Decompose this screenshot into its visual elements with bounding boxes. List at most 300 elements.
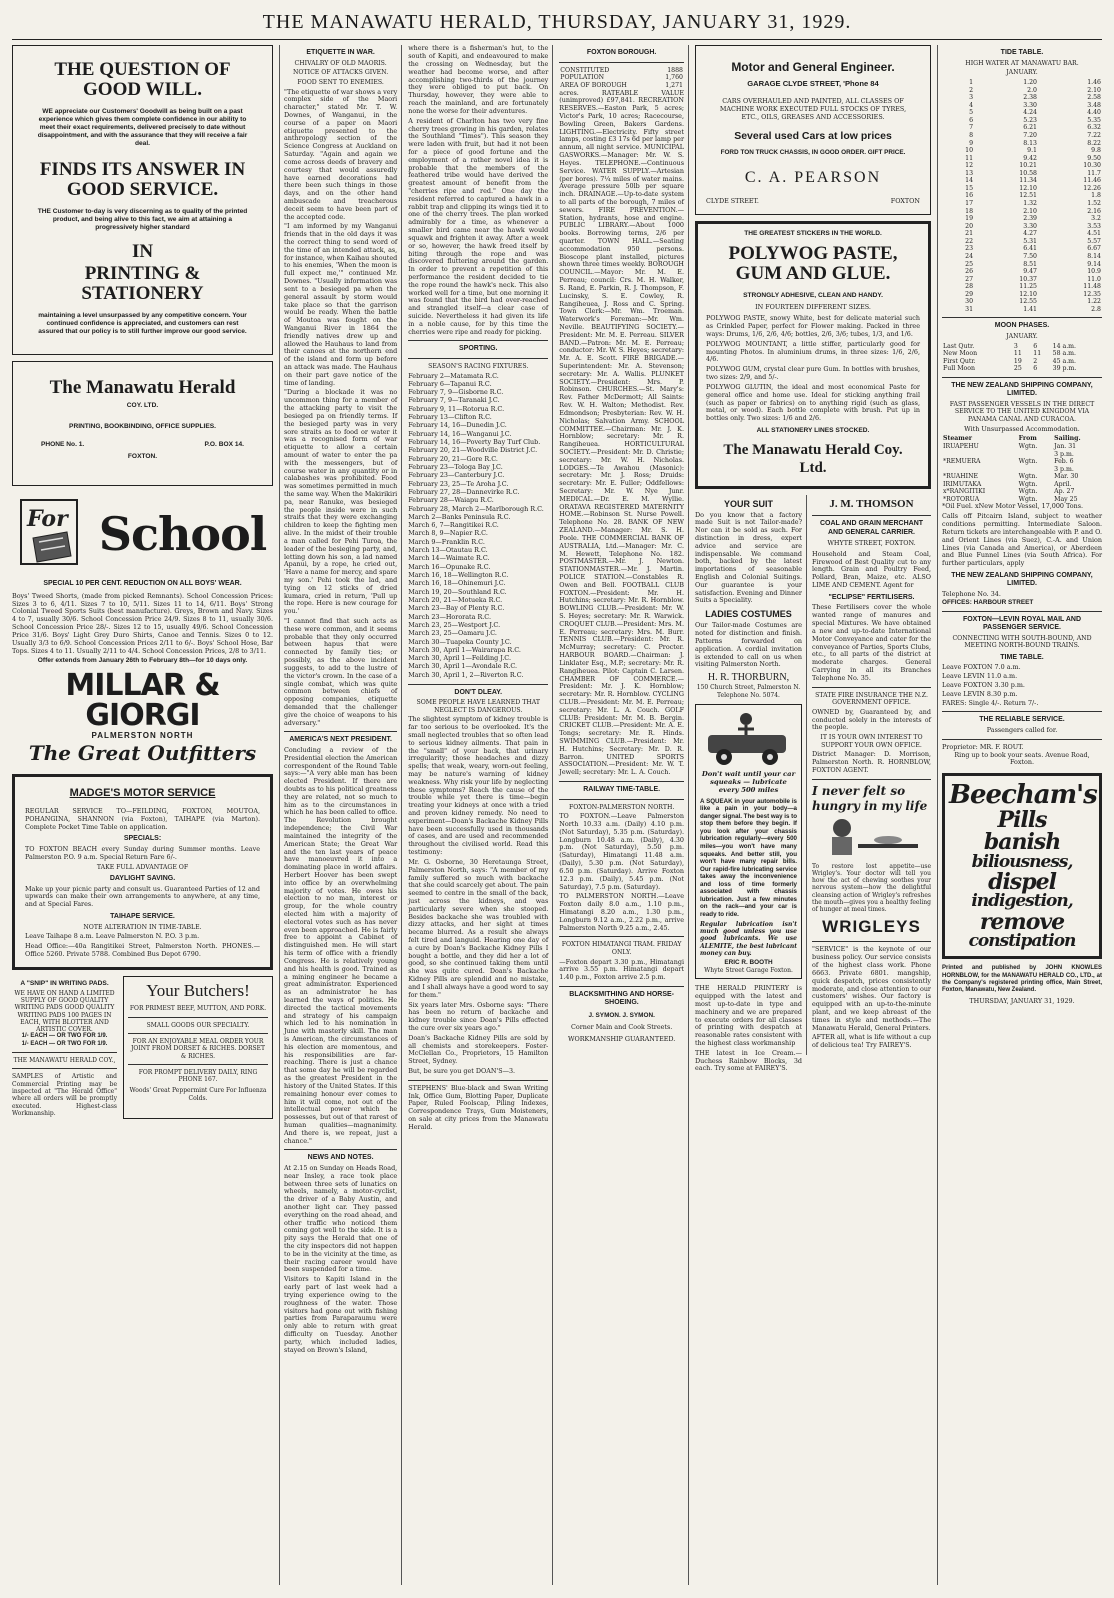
tide-pm: 1.52 (1087, 200, 1101, 208)
reliable-title: THE RELIABLE SERVICE. (979, 716, 1065, 724)
ship-from (1018, 451, 1054, 459)
tide-pm: 2.58 (1087, 94, 1101, 102)
moon-row (942, 343, 1102, 351)
tide-day: 2 (969, 86, 974, 94)
motor-title: Motor and General Engineer. (731, 60, 895, 75)
ship-header-cell: Steamer (943, 435, 973, 443)
moon-table (942, 343, 1102, 373)
tide-am: 8.13 (1023, 139, 1037, 147)
polywog-p1: POLYWOG PASTE, snowy White, best for delicate material such as Crinkled Paper, perfect for Flower making. Packed in three ways: Drums, 1/6, 2/6, 4/6; bottles, 2/6, 3/6; tubes, 1/3, and 1/6. (706, 314, 920, 339)
herald-box: P.O. BOX 14. (204, 440, 244, 448)
fixture-item: February 14, 16—Dunedin J.C. (408, 421, 507, 430)
fixture-item: March 20, 21—Motueka R.C. (408, 595, 503, 604)
tide-pm: 11.46 (1083, 177, 1101, 185)
borough-text: acres. RATEABLE VALUE (unimproved) £97,841. RECREATION RESERVES.—Easton Park, 5 acres; Victor's Park, 10 acres; Racecourse, Bowling Green, Bakers Gardens. LIGHTING.—Electricity. Fifty street lamps, costing £3 17s 6d per lamp per annum, all night service. MUNICIPAL GASWORKS.—Manager: Mr. W. S. Heyes. TELEPHONE.—Continuous Service. WATER SUPPLY.—Artesian (per bores). 7¼ miles of water mains. Average pressure 50lb per square inch. DRAINAGE.—Up-to-date system to all parts of the borough, 7 miles of sewers. FIRE PREVENTION.—Station, hydrants, hose and engine. PUBLIC LIBRARY.—About 1000 books. Borrowing terms, 2/6 per quarter. TOWN HALL.—Seating accommodation 950 persons. Bioscope plant installed, pictures shown three times weekly. BOROUGH COUNCIL.—Mayor: Mr. M. E. Perreau; council: Crs. M. H. Walker, S. Rand, E. Parkin, R. J. Thompson, F. Lucinsky, S. E. Cowley, R. Rangiheuea, J. Ross and C. Spring. Town Clerk:—Mr. Wm. Troeman. Waterwork's Foreman:—Mr. Wm. Neville. BEAUTIFYING SOCIETY.—President: Mr. M. E. Perreau. SILVER BAND.—Patron: Mr. M. E. Perreau; conductor: Mr. W. S. Heyes; secretary: Mr. A. E. Scott. FIRE BRIGADE.—Superintendent: Mr. A. Stevenson; secretary: Mr. A. Wallis. PLUNKET SOCIETY.—President: Mrs. P. Robinson. CHURCHES.—St. Mary's: Rev. Father McDermott; All Saints: Rev. W. H. Walton; Methodist. Rev. Edmondson; Presbyterian: Rev. W. H. Nicholas; Salvation Army. SCHOOL COMMITTEE.—Chairman: Mr. J. K. Hornblow; secretary: Mr. R. Rangiheuea. HORTICULTURAL SOCIETY.—President: Mr. D. Christie; secretary: Mr. W. H. Nicholas. LODGES.—Te Awahou (Masonic): secretary: Mr. J. Ross; Druids: secretary: Mr. E. Fuller; Oddfellows: Secretary: Mr. W. Nye Junr. MEDICAL.—Dr. E. M. Wyllie. ORATAVA REGISTERED MATERNITY HOME.—Robinson St. Nurse Powell. Telephone No. 28. BANK OF NEW ZEALAND.—Manager: Mr. S. H. Poole. THE COMMERCIAL BANK OF AUSTRALIA, Ltd.—Manager: Mr. C. M. Hewett, Telephone No. 182. POSTMASTER.—Mr. J. Newton. STATIONMASTER.—Mr. J. Martin. POLICE STATION.—Constables R. Owen and Bell. FOOTBALL CLUB FOXTON.—President: Mr. H. Hutchins; secretary: Mr. R. Hornblow. BOWLING CLUB.—President: Mr. W. S. Heyes; secretary: Mr. R. Warwick. CROQUET CLUB.—President: Mrs. M. E. Perreau; secretary: Mrs. M. Burr. TENNIS CLUB.—President: Mr. R. McMurray; secretary: C. Procter. HARBOUR BOARD.—Chairman: J. Linklater Esq., M.P.; secretary: Mr. R. Rangiheuea. Pilot: Captain C. Larsen. CHAMBER OF COMMERCE.—President: Mr. J. K. Hornblow; secretary: Mr. R. Hornblow. CYCLING CLUB.—President: Mr. M. E. Perreau; secretary: Mr. L. A. Couch. GOLF CLUB: President: Mr. M. B. Bergin. CRICKET CLUB.—President: Mr. A. E. Tongs; secretary: Mr. R. Hinds. SWIMMING CLUB.—President: Mr. H. Hutchins; Secretary: Mr. D. R. Barron. UNITED SPORTS ASSOCIATION.—President: Mr. W. T. Jewell; secretary: Mr. L. A. Couch. (559, 88, 684, 777)
school-offer: Offer extends from January 26th to February 8th—for 10 days only. (37, 657, 248, 665)
delay-title: DON'T DLEAY. (454, 688, 503, 696)
herald-card (12, 361, 273, 486)
levin-sub: CONNECTING WITH SOUTH-BOUND, AND MEETING NORTH-BOUND TRAINS. (952, 634, 1092, 650)
fixture-item: February 28—Waiapu R.C. (408, 496, 494, 505)
thomson-eclipse: "ECLIPSE" FERTILISERS. (828, 593, 915, 601)
delay-p2: Mr. G. Osborne, 30 Heretaunga Street, Palmerston North, says: "A member of my family suffered so much with backache that she could scarcely get about. The pain seemed to centre in the small of the back, just across the kidneys, and was particularly severe when she stooped. Besides backache she was troubled with dizzy attacks, and her sight at times became blurred. As a result she always felt tired and languid. Hearing one day of a cure by Doan's Backache Kidney Pills I bought a bottle, and they did her a lot of good, so she continued taking them until she was quite cured. Doan's Backache Kidney Pills are splendid and no mistake, and I shall always have a good word to say for them." (408, 857, 549, 999)
ship-name (942, 466, 1018, 474)
moon-title: MOON PHASES. (994, 322, 1050, 330)
thomson-trade: COAL AND GRAIN MERCHANT AND GENERAL CARRIER. (819, 519, 924, 536)
tide-day: 12 (965, 162, 974, 170)
ship-row (942, 451, 1102, 459)
moon-row (942, 365, 1102, 373)
tide-am: 12.51 (1019, 192, 1037, 200)
fixture-item: March 9—Franklin R.C. (408, 537, 485, 546)
tide-row (942, 298, 1102, 306)
thomson-body: Household and Steam Coal, Firewood of Best Quality cut to any length. Grain and Poultry Feed, Pollard, Bran, Maize, etc. ALSO LIME AND CEMENT. Agent for (812, 549, 931, 590)
tide-am: 11.34 (1019, 177, 1037, 185)
tide-am: 12.10 (1019, 290, 1037, 298)
fixture-item: March 8, 9—Napier R.C. (408, 529, 488, 538)
alemite-ad (695, 704, 802, 979)
butchers-3: FOR AN ENJOYABLE MEAL ORDER YOUR JOINT FROM DORSET & RICHES. DORSET & RICHES. (131, 1037, 265, 1060)
ship-from: Wgtn. (1018, 488, 1038, 496)
madge-title: MADGE'S MOTOR SERVICE (69, 786, 216, 799)
moon-day: 3 (1013, 342, 1018, 350)
tide-row (942, 124, 1102, 132)
tide-day: 3 (969, 94, 974, 102)
madge-body: REGULAR SERVICE TO—FEILDING, FOXTON, MOUTOA, POHANGINA, SHANNON (via Foxton), TAIHAPE (via Marton). Complete Pocket Time Table on application. (25, 806, 260, 831)
tide-pm: 11.0 (1087, 275, 1101, 283)
service-ad: "SERVICE" is the keynote of our business policy. Our service consists of the highest class work. Phone 6663. Private 6801. mangship, quick despatch, prices consistently moderate, and close attention to our customers' wishes. Our factory is equipped with an up-to-the-minute plant, and we keep abreast of the times in style and methods.—The Manawatu Herald, General Printers. (812, 945, 931, 1032)
tide-day: 26 (965, 268, 974, 276)
tide-row (942, 283, 1102, 291)
tide-am: 9.42 (1023, 154, 1037, 162)
ship-row (942, 481, 1102, 489)
fixtures-title: SEASON'S RACING FIXTURES. (428, 362, 529, 370)
tide-day: 27 (965, 275, 974, 283)
ship-header-cell: Sailing. (1054, 435, 1081, 443)
fixture-item: February 28, March 2—Marlborough R.C. (408, 504, 544, 513)
column-2 (279, 45, 402, 1585)
ladies-title: LADIES COSTUMES (705, 609, 792, 620)
railway-p1: TO FOXTON.—Leave Palmerston North 10.33 a.m. (Daily) 4.10 p.m. (Not Saturday), 5.35 p.m. (Saturday). Longburn 10.48 a.m. (Daily), 4.30 p.m. (Not Saturday), 5.50 p.m. (Saturday), Himatangi 11.48 a.m. (Daily), 5.30 p.m. (Not Saturday), 6.50 p.m. (Saturday). Arrive Foxton 12.3 p.m. (Daily), 5.45 p.m. (Not Saturday), 7.5 p.m. (Saturday). (559, 812, 684, 891)
tide-row (942, 245, 1102, 253)
fixture-item: March 16—Opunake R.C. (408, 562, 491, 571)
borough-stat-row (559, 74, 684, 82)
levin-timetable: TIME TABLE. (1000, 653, 1044, 661)
tide-day: 11 (965, 154, 974, 162)
ship-name: *ROTORUA (943, 495, 980, 503)
motor-garage: GARAGE CLYDE STREET, 'Phone 84 (747, 79, 879, 89)
beecham-line: constipation (968, 931, 1076, 952)
tide-row (942, 238, 1102, 246)
ship-title: THE NEW ZEALAND SHIPPING COMPANY, LIMITED. (951, 381, 1093, 398)
col5-left (695, 495, 807, 1073)
fixture-item: February 13—Clifton R.C. (408, 413, 492, 422)
moon-day: 11 (1013, 350, 1022, 358)
borough-stat-label: AREA OF BOROUGH (560, 82, 627, 90)
tide-row (942, 268, 1102, 276)
ship-from: Wgtn. (1018, 458, 1038, 466)
ship-offices: OFFICES: HARBOUR STREET (942, 598, 1034, 606)
diner-icon (812, 814, 927, 860)
thomson-name: J. M. THOMSON (829, 497, 914, 510)
wrigley-brand: WRIGLEYS (822, 916, 921, 936)
tide-pm: 6.32 (1087, 124, 1101, 132)
smith-title: BLACKSMITHING AND HORSE-SHOEING. (569, 990, 675, 1007)
madge-taihape: TAIHAPE SERVICE. (110, 913, 175, 921)
tide-am: 12.55 (1019, 298, 1037, 306)
fixture-item: March 2—Banks Peninsula R.C. (408, 512, 511, 521)
tide-day: 22 (965, 237, 974, 245)
beecham-ad (942, 773, 1102, 959)
moon-row (942, 358, 1102, 366)
tide-day: 8 (969, 131, 974, 139)
tide-day: 31 (965, 305, 974, 313)
moon-day: 19 (1013, 357, 1022, 365)
tide-row (942, 276, 1102, 284)
motor-ford: FORD TON TRUCK CHASSIS, IN GOOD ORDER. GIFT PRICE. (720, 148, 906, 156)
tide-row (942, 109, 1102, 117)
ship-from: Wgtn. (1018, 442, 1038, 450)
tram-title: FOXTON HIMATANGI TRAM. FRIDAY ONLY. (561, 941, 682, 956)
icecream-ad: THE latest in Ice Cream.—Duchess Rainbow Blocks, 3d each. Try some at FAIREY'S. (695, 1048, 802, 1073)
tide-am: 8.51 (1023, 260, 1037, 268)
borough-stat-label: POPULATION (560, 74, 605, 82)
motor-cars: Several used Cars at low prices (734, 129, 892, 142)
fire-interest: IT IS YOUR OWN INTEREST TO SUPPORT YOUR OWN OFFICE. (820, 734, 923, 749)
fixture-item: February 27, 28—Dannevirke R.C. (408, 487, 520, 496)
borough-title: FOXTON BOROUGH. (586, 49, 657, 57)
tide-am: 10.58 (1019, 169, 1037, 177)
tide-pm: 1.8 (1091, 192, 1101, 200)
millar-town: PALMERSTON NORTH (91, 731, 194, 741)
fixtures-list (408, 373, 548, 680)
tide-row (942, 253, 1102, 261)
polywog-title: POLYWOG PASTE, GUM AND GLUE. (728, 242, 898, 284)
ship-body: Calls off Pitcairn Island, subject to weather conditions permitting. Intermediate Saloon. Return tickets are interchangeable with P. and O. and Orient Lines (via Suez), C.-A. and Union Lines (via Canada and America), or Aberdeen and Blue Funnel Lines (via South Africa). For further particulars, apply (942, 512, 1102, 568)
tide-day: 13 (965, 169, 974, 177)
tide-row (942, 192, 1102, 200)
ship-phone: Telephone No. 34. (942, 590, 1001, 599)
ship-row (942, 443, 1102, 451)
tram-p: —Foxton depart 3.30 p.m., Himatangi arrive 3.55 p.m. Himatangi depart 1.40 p.m., Foxton arrive 2.5 p.m. (559, 957, 684, 982)
tide-pm: 3.2 (1091, 215, 1101, 223)
school-for-label: For (26, 506, 68, 533)
fixture-item: March 23, 25—Oamaru J.C. (408, 629, 497, 638)
tide-pm: 2.16 (1087, 207, 1101, 215)
levin-title: FOXTON—LEVIN ROYAL MAIL AND PASSENGER SERVICE. (962, 615, 1082, 632)
tide-row (942, 102, 1102, 110)
ship-from (1018, 466, 1054, 474)
snip-coy: THE MANAWATU HERALD COY., (13, 1057, 116, 1065)
tide-pm: 8.14 (1087, 252, 1101, 260)
snip-body: WE HAVE ON HAND A LIMITED SUPPLY OF GOOD QUALITY WRITING PADS GOOD QUALITY WRITING PADS 100 PAGES IN EACH, WITH BLOTTER AND ARTISTIC COVER. (14, 989, 115, 1034)
polywog-sub: STRONGLY ADHESIVE, CLEAN AND HANDY. (743, 291, 883, 299)
tide-day: 19 (965, 215, 974, 223)
tide-row (942, 87, 1102, 95)
tide-title: TIDE TABLE. (1000, 49, 1044, 57)
polywog-sizes: IN FOURTEEN DIFFERENT SIZES. (755, 302, 871, 311)
tide-day: 23 (965, 245, 974, 253)
moon-day: 25 (1013, 365, 1022, 373)
suit-body: Do you know that a factory made Suit is not Tailor-made? Nor can it be sold as such. For distinction in dress, expert advice and service are indispensable. We command both, backed by the latest importations of seasonable English and Colonial Suitings. Our guarantee is your satisfaction. Evening and Dinner Suits a Speciality. (695, 510, 802, 605)
delay-p1: The slightest symptom of kidney trouble is far too serious to be overlooked. It's the small neglected troubles that so often lead to serious kidney ailments. That pain in the "small" of your back, that urinary irregularity; those headaches and dizzy spells; that weak, weary, worn-out feeling, may be nature's warning of kidney weakness. Why risk your life by neglecting these symptoms? Reach the cause of the trouble while yet there is time—begin treating your kidneys at once with a tried and proven kidney remedy. No need to experiment—Doan's Backache Kidney Pills have been successfully used in thousands of cases, and are used and recommended throughout the civilised world. Read this testimony: (408, 715, 549, 857)
tide-day: 5 (969, 109, 974, 117)
moon-min: 45 a.m. (1052, 357, 1077, 365)
column-3 (408, 45, 553, 1585)
borough-stat-row (559, 67, 684, 75)
tide-day: 30 (965, 298, 974, 306)
bottom-row (12, 976, 273, 1120)
ship-sailing: Mar. 30 (1054, 473, 1079, 481)
tide-row (942, 117, 1102, 125)
tide-day: 16 (965, 192, 974, 200)
fire-manager: District Manager: D. Morrison, Palmerston North. R. HORNBLOW, FOXTON AGENT. (812, 750, 931, 774)
fixture-item: March 23—Hororata R.C. (408, 612, 491, 621)
ship-sub: FAST PASSENGER VESSELS IN THE DIRECT SERVICE TO THE UNITED KINGDOM VIA PANAMA CANAL AND CURACOA. (949, 400, 1095, 424)
fixture-item: March 23—Bay of Plenty R.C. (408, 604, 505, 613)
reliable-body: Ring up to book your seats. Avenue Road, Foxton. (954, 750, 1090, 767)
tide-am: 5.23 (1023, 116, 1037, 124)
tide-pm: 11.48 (1083, 283, 1101, 291)
tide-sub: HIGH WATER AT MANAWATU BAR. (965, 59, 1079, 67)
dateline: THURSDAY, JANUARY 31, 1929. (969, 996, 1075, 1005)
tide-pm: 9.14 (1087, 260, 1101, 268)
fixture-item: February 20, 21—Woodville District J.C. (408, 446, 538, 455)
fixture-item: February 23—Tologa Bay J.C. (408, 462, 503, 471)
fixture-item: March 13—Otautau R.C. (408, 546, 488, 555)
etiquette-p1: "The etiquette of war shows a very complex side of the Maori character," stated Mr. T. W. Downes, of Wanganui, in the course of a paper on Maori etiquette presented to the anthropology section of the Science Congress at Auckland on Saturday. "Again and again we come across deeds of bravery and courtesy that would assuredly have earned decorations had there been such things in those days, and on the other hand ambuscade and treacherous deceit seem to have been part of the accepted code. (284, 87, 398, 221)
tide-day: 25 (965, 260, 974, 268)
goodwill-body: WE appreciate our Customers' Goodwill as being built on a past experience which gives them complete confidence in our ability to meet their exact requirements, delivered precisely to date without disappointment, and with the assurance that they will receive a fair deal. (37, 108, 248, 148)
school-word: School (98, 507, 267, 562)
borough-stats (559, 67, 684, 90)
wrigley-head: I never felt so hungry in my life (812, 783, 928, 813)
tide-am: 3.30 (1023, 222, 1037, 230)
sporting-title: SPORTING. (458, 345, 498, 353)
levin-time: FARES: Single 4/-. Return 7/-. (942, 698, 1039, 707)
madge-office: Head Office:—40a Rangitikei Street, Palmerston North. PHONES.—Office 5260. Private 5788. Combined Bus Depot 6790. (25, 941, 260, 958)
tide-pm: 3.53 (1087, 222, 1101, 230)
fixture-item: March 16, 18—Ohinemuri J.C. (408, 579, 506, 588)
tide-am: 2.0 (1027, 86, 1037, 94)
polywog-coy: The Manawatu Herald Coy. Ltd. (723, 441, 903, 477)
fire-body: OWNED by, Guaranteed by, and conducted solely in the interests of the people. (812, 707, 931, 732)
ship-from: Wgtn. (1018, 473, 1038, 481)
moon-hour: 11 (1033, 350, 1042, 358)
millar-name: MILLAR & GIORGI (65, 668, 220, 734)
railway-p2: TO PALMERSTON NORTH.—Leave Foxton daily 8.0 a.m., 1.10 p.m., Himatangi 8.20 a.m., 1.30 p.m., Longburn 9.12 a.m., 2.22 p.m., arrive Palmerston North 9.25 a.m., 2.45. (559, 892, 684, 932)
fixture-item: March 16, 18—Wellington R.C. (408, 571, 509, 580)
fixture-item: March 19, 20—Southland R.C. (408, 587, 507, 596)
ship-header-cell: From (1018, 435, 1037, 443)
tide-row (942, 79, 1102, 87)
tide-row (942, 132, 1102, 140)
tide-am: 6.21 (1023, 124, 1037, 132)
tide-row (942, 185, 1102, 193)
ladies-body: Our Tailor-made Costumes are noted for distinction and finish. Patterns forwarded on application. A cordial invitation is extended to call on us when visiting Palmerston North. (695, 621, 802, 669)
tide-row (942, 208, 1102, 216)
tide-pm: 12.35 (1083, 290, 1101, 298)
tide-pm: 7.22 (1087, 131, 1101, 139)
ship-name: *RUAHINE (943, 473, 979, 481)
moon-min: 14 a.m. (1052, 342, 1077, 350)
motor-street: CLYDE STREET. (706, 196, 759, 205)
tide-day: 1 (969, 79, 974, 87)
tide-row (942, 291, 1102, 299)
printery-ad: THE HERALD PRINTERY is equipped with the latest and most up-to-date in type and machinery and we are prepared to execute orders for all classes of printing with despatch at reasonable rates consistent with the highest class workmanship (695, 984, 802, 1047)
tide-am: 2.39 (1023, 215, 1037, 223)
delay-p3: Six years later Mrs. Osborne says: "There has been no return of backache and kidney trouble since Doan's Pills effected the cure over six years ago." (408, 1000, 549, 1032)
thorburn-name: H. R. THORBURN, (707, 672, 790, 684)
fixture-item: March 30, April 1—Wairarapa R.C. (408, 645, 521, 654)
fixture-item: February 20, 21—Gore R.C. (408, 454, 498, 463)
beecham-line: banish (983, 829, 1061, 856)
america-title: AMERICA'S NEXT PRESIDENT. (289, 736, 392, 744)
herald-services: PRINTING, BOOKBINDING, OFFICE SUPPLIES. (69, 422, 216, 430)
madge-daylight: DAYLIGHT SAVING. (109, 875, 176, 883)
fixture-item: March 23, 25—Westport J.C. (408, 620, 501, 629)
polywog-p3: POLYWOG GUM, crystal clear pure Gum. In bottles with brushes, two sizes: 2/9, and 5/-. (706, 365, 920, 382)
madge-times: Leave Taihape 8 a.m. Leave Palmerston N. P.O. 3 p.m. (25, 932, 200, 941)
polywog-p2: POLYWOG MOUNTANT, a little stiffer, particularly good for mounting Photos. In aluminium drums, in three sizes: 1/6, 2/6, 4/6. (706, 339, 920, 364)
tide-pm: 2.8 (1091, 305, 1101, 313)
butchers-4: FOR PROMPT DELIVERY DAILY, RING PHONE 167. (138, 1068, 258, 1084)
wrigley-body: To restore lost appetite—use Wrigley's. Your doctor will tell you how the act of chewing soothes your nervous system—how the delightful cleansing action of Wrigley's refreshes the mouth—gives you a healthy feeling of hunger at meal times. (812, 862, 931, 914)
moon-phase: Last Qutr. (943, 342, 975, 350)
fixture-item: March 30, April 1—Avondale R.C. (408, 662, 518, 671)
tide-row (942, 261, 1102, 269)
tide-am: 2.38 (1023, 94, 1037, 102)
ship-coy: THE NEW ZEALAND SHIPPING COMPANY, LIMITED. (951, 571, 1093, 588)
fixture-item: February 6—Tapanui R.C. (408, 379, 492, 388)
column-1 (12, 45, 273, 1585)
motor-ad (695, 45, 931, 214)
school-special: SPECIAL 10 PER CENT. REDUCTION ON ALL BOYS' WEAR. (43, 580, 242, 588)
tide-am: 10.21 (1019, 162, 1037, 170)
borough-stat-value: 1888 (667, 66, 683, 74)
masthead: THE MANAWATU HERALD, THURSDAY, JANUARY 31, 1929. (12, 10, 1102, 40)
delay-p5: But, be sure you get DOAN'S—3. (408, 1067, 516, 1076)
beecham-line: Pills (997, 806, 1047, 833)
tide-am: 4.24 (1023, 109, 1037, 117)
beecham-line: Beecham's (949, 780, 1097, 811)
etiquette-sub-2: NOTICE OF ATTACKS GIVEN. (293, 69, 389, 77)
tide-row (942, 94, 1102, 102)
moon-hour: 2 (1033, 357, 1038, 365)
ship-sailing: Feb. 6 (1054, 458, 1074, 466)
tide-pm: 8.22 (1087, 139, 1101, 147)
tide-pm: 4.40 (1087, 109, 1101, 117)
madge-ad (12, 774, 273, 970)
tide-row (942, 230, 1102, 238)
tide-am: 2.10 (1023, 207, 1037, 215)
railway-sub: FOXTON-PALMERSTON NORTH. (568, 803, 675, 811)
fixture-item: February 9, 11—Rotorua R.C. (408, 404, 505, 413)
tide-pm: 5.57 (1087, 237, 1101, 245)
kapiti-cont: where there is a fisherman's hut, to the south of Kapiti, and endeavoured to make the crossing on Wednesday, but the weather had become worse, and after accomplishing two-thirds of the journey they were obliged to put back. On Thursday, however, they were able to reach the mainland, and are fortunately none the worse for their adventures. (408, 44, 549, 115)
etiquette-p2: "I am informed by my Wanganui friends that in the old days it was the correct thing to send word of the time of an intended attack, as, for instance, when Kaihau shouted to his enemies, 'When the moon is full expect me,'" continued Mr. Downes. "Usually information was sent to a besieged pa when the general assault by storm would take place so that the garrison would be ready. When the battle of Moutoa was fought on the Wanganui River in 1864 the friendly natives drew up and allowed the Hauhaus to land from their canoes at the northern end of the island and form up before an attack was made. The Hauhaus on their part gave notice of the time of landing. (284, 222, 398, 387)
printing-title: PRINTING & STATIONERY (81, 263, 204, 305)
tide-pm: 9.8 (1091, 147, 1101, 155)
tide-am: 1.32 (1023, 200, 1037, 208)
column-6 (937, 45, 1102, 1585)
tide-day: 4 (969, 101, 974, 109)
railway-title: RAILWAY TIME-TABLE. (583, 786, 661, 794)
tide-row (942, 140, 1102, 148)
service-body: THE Customer to-day is very discerning as to quality of the printed product, and being alive to this fact, we aim at attaining a progressively higher standard (37, 208, 248, 232)
tide-day: 6 (969, 116, 974, 124)
moon-month: JANUARY. (1006, 333, 1038, 341)
mechanic-car-icon (700, 709, 800, 767)
smith-guarantee: WORKMANSHIP GUARANTEED. (567, 1034, 676, 1043)
polywog-ad (695, 221, 931, 489)
beecham-line: remove (979, 908, 1065, 935)
tide-table (942, 79, 1102, 313)
tide-pm: 12.26 (1083, 184, 1101, 192)
tide-pm: 10.9 (1087, 268, 1101, 276)
beecham-line: dispel (988, 868, 1056, 895)
tide-day: 17 (965, 200, 974, 208)
herald-town: FOXTON. (127, 452, 158, 460)
car-foot: Regular lubrication isn't much good unless you use good lubricants. We use ALEMITE, the best lubricant money can buy. (700, 920, 797, 957)
ship-name: IRUAPEHU (943, 442, 979, 450)
ship-name: IRIMUTAKA (943, 480, 982, 488)
tide-month: JANUARY. (1006, 69, 1038, 77)
car-tag: Don't wait until your car squeaks — lubricate every 500 miles (701, 769, 796, 795)
goodwill-ad (12, 45, 273, 355)
tide-row (942, 170, 1102, 178)
tide-am: 5.31 (1023, 237, 1037, 245)
tide-day: 28 (965, 283, 974, 291)
school-ad (12, 494, 273, 665)
car-name: ERIC R. BOOTH (724, 959, 773, 967)
in-label: IN (131, 241, 154, 263)
beecham-line: biliousness, (971, 851, 1073, 872)
motor-body: CARS OVERHAULED AND PAINTED, ALL CLASSES OF MACHINE WORK EXECUTED FULL STOCKS OF TYRES, ETC., OILS, GREASES AND ACCESSORIES. (719, 97, 907, 121)
ship-name: x*RANGITIKI (943, 488, 986, 496)
levin-time: Leave FOXTON 3.30 p.m. (942, 680, 1025, 689)
butchers-2: SMALL GOODS OUR SPECIALTY. (146, 1021, 250, 1029)
moon-min: 39 p.m. (1052, 365, 1077, 373)
goodwill-title: THE QUESTION OF GOOD WILL. (54, 59, 231, 101)
madge-picnic: Make up your picnic party and consult us. Guaranteed Parties of 12 and upwards can make their own arrangements to anywhere, at any time, and at Special Fares. (25, 884, 260, 909)
butchers-title: Your Butchers! (146, 980, 250, 1000)
delay-sub: SOME PEOPLE HAVE LEARNED THAT NEGLECT IS DANGEROUS. (416, 699, 541, 714)
ship-sailing: 3 p.m. (1054, 450, 1074, 458)
snip-price-2: 1/- EACH — OR TWO FOR 1/9. (21, 1040, 108, 1047)
butchers-ad (123, 976, 273, 1120)
tide-am: 4.27 (1023, 230, 1037, 238)
fixture-item: March 30, April 1, 2—Riverton R.C. (408, 670, 524, 679)
col5-split (695, 495, 931, 1073)
herald-phone: PHONE No. 1. (41, 440, 85, 448)
levin-time: Leave LEVIN 8.30 p.m. (942, 689, 1018, 698)
column-5 (695, 45, 931, 1585)
tide-pm: 1.46 (1087, 79, 1101, 87)
tide-am: 6.41 (1023, 245, 1037, 253)
butchers-1: FOR PRIMEST BEEF, MUTTON, AND PORK. (129, 1005, 267, 1013)
tide-am: 1.20 (1023, 79, 1037, 87)
tide-day: 21 (965, 230, 974, 238)
ship-name: *REMUERA (943, 458, 981, 466)
tide-am: 9.47 (1023, 268, 1037, 276)
etiquette-sub-3: FOOD SENT TO ENEMIES. (297, 79, 384, 87)
fixture-item: February 14, 16—Wanganui J.C. (408, 429, 512, 438)
thorburn-addr: 150 Church Street, Palmerston N. Telephone No. 5074. (696, 684, 801, 699)
news-title: NEWS AND NOTES. (307, 1154, 374, 1162)
levin-times (942, 664, 1102, 707)
etiquette-sub-1: CHIVALRY OF OLD MAORIS. (294, 59, 387, 67)
charlton-story: A resident of Charlton has two very fine cherry trees growing in his garden, relates the Southland "Times"). This season they were laden with fruit, but had it not been for a piece of good fortune and the employment of a rather novel idea it is probable that the members of the feathered tribe would have derived the greatest amount of benefit from the "cherries ripe and red." One day the resident referred to captured a hawk in a rabbit trap and clipping its wings tied it to one of the cherry trees. The plan worked admirably for a time, as whenever a smaller bird came near the hawk would squawk and frighten it away. After a week or so, however, the hawk freed itself by biting through the rope and was discovered fluttering around the garden. In order to prevent a repetition of this performance the resident decided to tie the rope round the hawk's neck. This also worked well for a time, but one morning it was found that the bird had over-reached and strangled itself—a clear case of suicide. Nevertheless it had given its life in a noble cause, for by this time the cherries were ripe and ready for picking. (408, 116, 549, 336)
